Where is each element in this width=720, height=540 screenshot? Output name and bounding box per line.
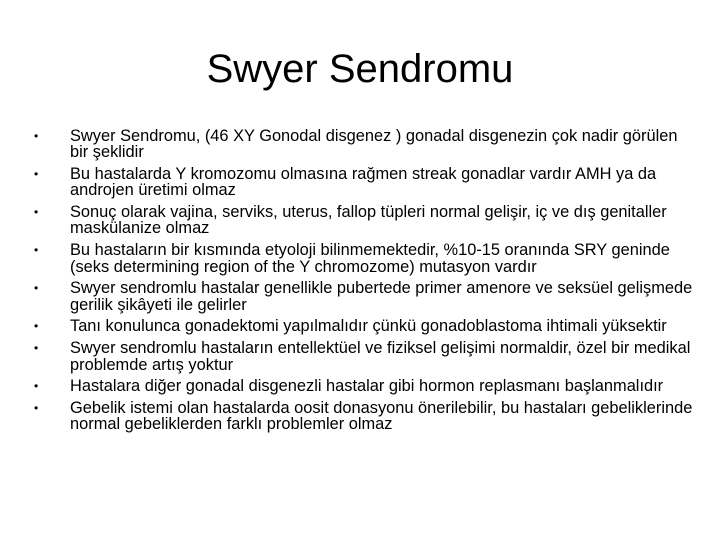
bullet-item [34,280,694,313]
bullet-text: Hastalara diğer gonadal disgenezli hastalar gibi hormon replasmanı başlanmalıdır [70,377,664,396]
bullet-item [34,128,694,161]
slide-title: Swyer Sendromu [206,47,514,91]
bullet-icon: • [34,319,39,334]
bullet-icon: • [34,129,39,143]
bullet-icon: • [34,281,39,296]
bullet-icon: • [34,243,39,258]
bullet-icon: • [34,401,39,416]
bullet-item [34,166,694,199]
bullet-text: Bu hastaların bir kısmında etyoloji bilinmemektedir, %10-15 oranında SRY geninde (seks determining region of the Y chromozome) mutasyon vardır [70,241,670,276]
bullet-text: Swyer Sendromu, (46 XY Gonodal disgenez ) gonadal disgenezin çok nadir görülen bir şeklidir [70,127,678,162]
bullet-text: Swyer sendromlu hastalar genellikle pubertede primer amenore ve seksüel gelişmede gerilik şikâyeti ile gelirler [70,279,693,314]
bullet-text: Bu hastalarda Y kromozomu olmasına rağmen streak gonadlar vardır AMH ya da androjen üretimi olmaz [70,165,657,200]
bullet-icon: • [34,167,39,182]
bullet-icon: • [34,379,39,394]
bullet-icon: • [34,341,39,356]
bullet-text: Gebelik istemi olan hastalarda oosit donasyonu önerilebilir, bu hastaları gebeliklerinde normal gebeliklerden farklı problemler olmaz [70,399,693,434]
bullet-icon: • [34,205,39,220]
bullet-list [34,128,694,438]
bullet-item [34,204,694,237]
bullet-text: Sonuç olarak vajina, serviks, uterus, fallop tüpleri normal gelişir, iç ve dış genitaller maskülanize olmaz [70,203,667,238]
bullet-item [34,318,694,334]
bullet-item [34,340,694,373]
bullet-item [34,242,694,275]
bullet-item [34,378,694,394]
bullet-text: Swyer sendromlu hastaların entellektüel ve fiziksel gelişimi normaldir, özel bir medikal problemde artış yoktur [70,339,691,374]
bullet-text: Tanı konulunca gonadektomi yapılmalıdır çünkü gonadoblastoma ihtimali yüksektir [70,317,667,336]
bullet-item [34,400,694,433]
